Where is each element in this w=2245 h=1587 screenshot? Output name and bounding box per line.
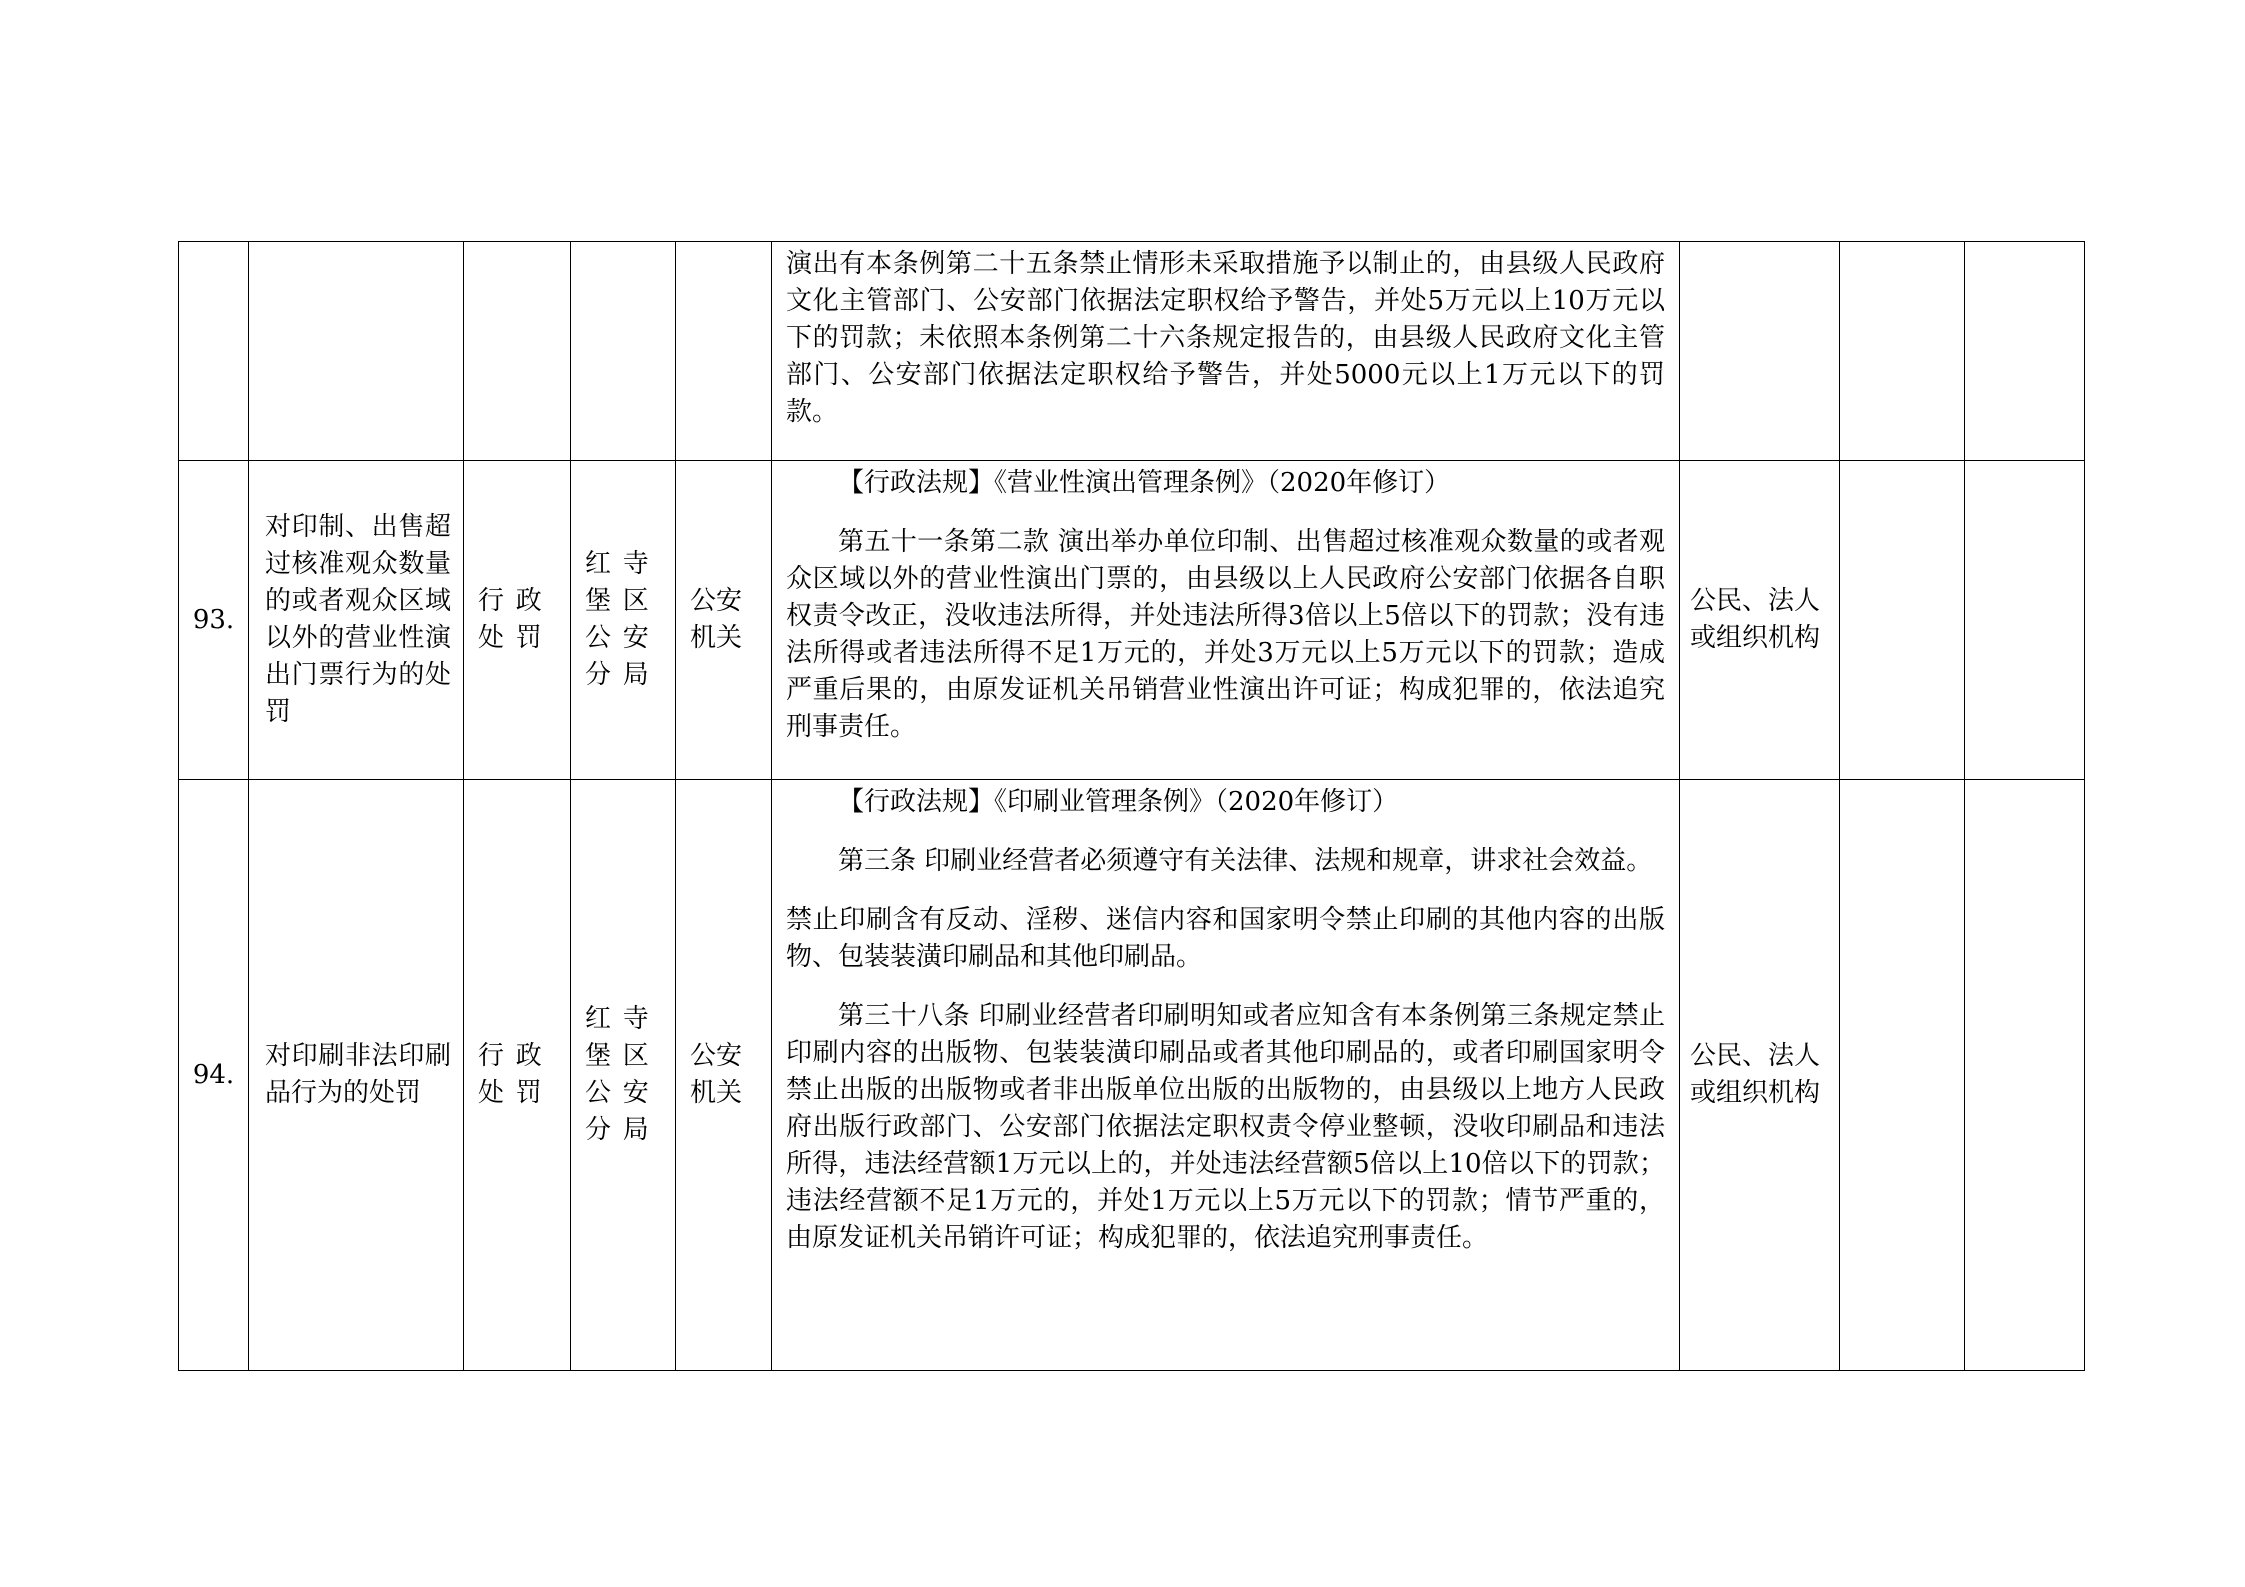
basis-paragraph: 禁止印刷含有反动、淫秽、迷信内容和国家明令禁止印刷的其他内容的出版物、包装装潢印刷品和其他印刷品。 (786, 905, 1665, 972)
table-row (179, 461, 2085, 780)
item-category: 行政处罚 (464, 780, 571, 1371)
applicable-subject: 公民、法人或组织机构 (1680, 461, 1840, 780)
basis-paragraph: 演出有本条例第二十五条禁止情形未采取措施予以制止的，由县级人民政府文化主管部门、公安部门依据法定职权给予警告，并处5万元以上10万元以下的罚款；未依照本条例第二十六条规定报告的，由县级人民政府文化主管部门、公安部门依据法定职权给予警告，并处5000元以上1万元以下的罚款。 (786, 249, 1665, 427)
item-name (249, 242, 464, 461)
empty-cell (1840, 242, 1965, 461)
implementing-department: 红寺堡区公安分局 (571, 780, 676, 1371)
applicable-subject: 公民、法人或组织机构 (1680, 780, 1840, 1371)
row-number: 93. (179, 461, 249, 780)
empty-cell (1840, 461, 1965, 780)
implementing-department (571, 242, 676, 461)
basis-paragraph: 第五十一条第二款 演出举办单位印制、出售超过核准观众数量的或者观众区域以外的营业性演出门票的，由县级以上人民政府公安部门依据各自职权责令改正，没收违法所得，并处违法所得3倍以上5倍以下的罚款；没有违法所得或者违法所得不足1万元的，并处3万元以上5万元以下的罚款；造成严重后果的，由原发证机关吊销营业性演出许可证；构成犯罪的，依法追究刑事责任。 (786, 527, 1665, 742)
basis-source: 【行政法规】《印刷业管理条例》（2020年修订） (838, 787, 1399, 817)
applicable-subject (1680, 242, 1840, 461)
executing-body (676, 242, 772, 461)
basis-paragraph: 第三十八条 印刷业经营者印刷明知或者应知含有本条例第三条规定禁止印刷内容的出版物、包装装潢印刷品或者其他印刷品的，或者印刷国家明令禁止出版的出版物或者非出版单位出版的出版物的，由县级以上地方人民政府出版行政部门、公安部门依据法定职权责令停业整顿，没收印刷品和违法所得，违法经营额1万元以上的，并处违法经营额5倍以上10倍以下的罚款；违法经营额不足1万元的，并处1万元以上5万元以下的罚款；情节严重的，由原发证机关吊销许可证；构成犯罪的，依法追究刑事责任。 (786, 1001, 1665, 1253)
legal-basis (772, 780, 1680, 1371)
basis-paragraph: 第三条 印刷业经营者必须遵守有关法律、法规和规章，讲求社会效益。 (838, 846, 1653, 876)
item-name: 对印刷非法印刷品行为的处罚 (249, 780, 464, 1371)
empty-cell (1965, 242, 2085, 461)
empty-cell (1965, 780, 2085, 1371)
item-category: 行政处罚 (464, 461, 571, 780)
item-category (464, 242, 571, 461)
row-number (179, 242, 249, 461)
regulation-table (178, 241, 2085, 1371)
basis-source: 【行政法规】《营业性演出管理条例》（2020年修订） (838, 468, 1451, 498)
implementing-department: 红寺堡区公安分局 (571, 461, 676, 780)
executing-body: 公安机关 (676, 461, 772, 780)
legal-basis (772, 461, 1680, 780)
empty-cell (1840, 780, 1965, 1371)
legal-basis (772, 242, 1680, 461)
row-number: 94. (179, 780, 249, 1371)
empty-cell (1965, 461, 2085, 780)
item-name: 对印制、出售超过核准观众数量的或者观众区域以外的营业性演出门票行为的处罚 (249, 461, 464, 780)
table-row (179, 242, 2085, 461)
table-row (179, 780, 2085, 1371)
executing-body: 公安机关 (676, 780, 772, 1371)
